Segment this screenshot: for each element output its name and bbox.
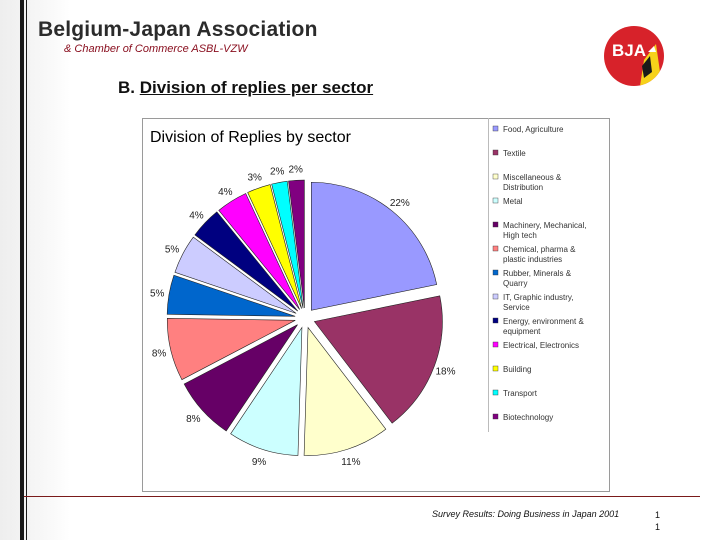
legend-swatch: [493, 222, 498, 227]
legend-label: plastic industries: [503, 255, 563, 264]
slice-label: 18%: [435, 366, 456, 378]
legend-swatch: [493, 150, 498, 155]
legend-label: IT, Graphic industry,: [503, 293, 574, 302]
legend-label: equipment: [503, 327, 541, 336]
slice-label: 9%: [251, 456, 267, 468]
legend-label: Quarry: [503, 279, 528, 288]
slice-label: 2%: [288, 164, 303, 176]
legend-label: Metal: [503, 197, 523, 206]
slice-label: 8%: [186, 414, 201, 426]
slice-label: 8%: [151, 348, 167, 360]
legend-swatch: [493, 414, 498, 419]
legend-swatch: [493, 174, 498, 179]
legend-swatch: [493, 126, 498, 131]
legend-label: Textile: [503, 149, 526, 158]
slice-label: 5%: [149, 288, 165, 300]
slice-label: 4%: [218, 186, 233, 198]
legend-label: Biotechnology: [503, 413, 554, 422]
page-number-line-2: 1: [654, 522, 660, 532]
page-number: [650, 509, 660, 533]
slice-label: 4%: [189, 210, 204, 222]
logo-text: BJA: [612, 41, 647, 60]
legend-label: Distribution: [503, 183, 544, 192]
legend-label: Machinery, Mechanical,: [503, 221, 587, 230]
legend-swatch: [493, 318, 498, 323]
slide-title-text: Division of replies per sector: [139, 78, 374, 97]
org-name: Belgium-Japan Association: [38, 18, 318, 41]
legend-swatch: [493, 342, 498, 347]
slice-label: 11%: [341, 456, 361, 468]
footer-text: Survey Results: Doing Business in Japan 2001: [432, 509, 620, 519]
slice-label: 22%: [389, 197, 410, 209]
legend-label: Transport: [503, 389, 537, 398]
legend-swatch: [493, 390, 498, 395]
legend-label: Energy, environment &: [503, 317, 584, 326]
slide-title-prefix: B.: [118, 78, 140, 97]
legend-swatch: [493, 294, 498, 299]
slice-label: 2%: [269, 166, 285, 178]
legend-label: High tech: [503, 231, 537, 240]
org-subtitle: & Chamber of Commerce ASBL-VZW: [64, 43, 248, 55]
legend-swatch: [493, 366, 498, 371]
slice-label: 5%: [164, 244, 180, 256]
legend-label: Miscellaneous &: [503, 173, 562, 182]
legend-swatch: [493, 198, 498, 203]
legend-label: Food, Agriculture: [503, 125, 564, 134]
legend-label: Electrical, Electronics: [503, 341, 580, 350]
legend-label: Chemical, pharma &: [503, 245, 576, 254]
chart-title: Division of Replies by sector: [150, 129, 351, 146]
legend-label: Service: [503, 303, 530, 312]
legend-swatch: [493, 270, 498, 275]
pie-slice: [311, 182, 436, 310]
slice-label: 3%: [247, 172, 262, 184]
footer-divider: [24, 496, 700, 497]
legend-label: Rubber, Minerals &: [503, 269, 572, 278]
page-number-line-1: 1: [654, 510, 660, 520]
legend-swatch: [493, 246, 498, 251]
legend-label: Building: [503, 365, 532, 374]
